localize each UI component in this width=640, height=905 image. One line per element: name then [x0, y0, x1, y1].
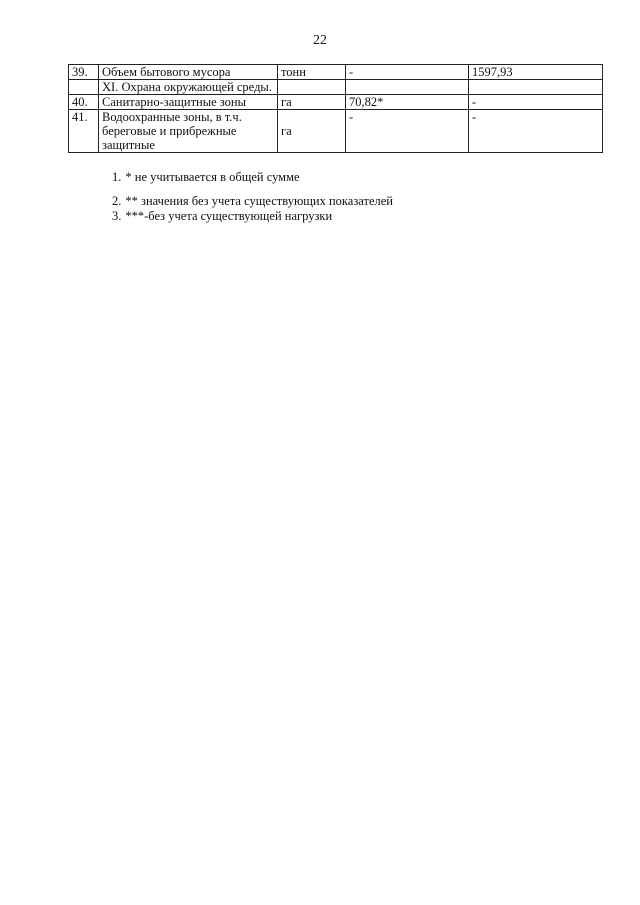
page-number: 22 [313, 33, 327, 48]
table-row [69, 65, 603, 80]
row-number: 41. [69, 110, 99, 153]
value-cell-1 [346, 80, 469, 95]
row-number: 40. [69, 95, 99, 110]
value-cell-2: 1597,93 [469, 65, 603, 80]
section-title: XI. Охрана окружающей среды. [99, 80, 278, 95]
footnote-text: * не учитывается в общей сумме [125, 170, 300, 184]
unit-cell: тонн [278, 65, 346, 80]
footnote-number: 1. [112, 170, 122, 184]
value-cell-1: - [346, 65, 469, 80]
footnotes [112, 170, 393, 224]
footnote-number: 2. [112, 194, 122, 208]
indicator-name [99, 110, 278, 153]
table-row [69, 110, 603, 153]
footnote [112, 170, 393, 185]
footnote-text: ** значения без учета существующих показателей [125, 194, 393, 208]
row-number [69, 80, 99, 95]
footnote-text: ***-без учета существующей нагрузки [125, 209, 333, 223]
indicator-name-line: Водоохранные зоны, в т.ч. [102, 110, 242, 124]
indicator-name-line: защитные [102, 138, 155, 152]
footnote [112, 194, 393, 209]
unit-cell: га [278, 110, 346, 153]
value-cell-1: 70,82* [346, 95, 469, 110]
unit-cell [278, 80, 346, 95]
table-row-section [69, 80, 603, 95]
footnote [112, 209, 393, 224]
value-cell-1: - [346, 110, 469, 153]
footnote-number: 3. [112, 209, 122, 223]
value-cell-2: - [469, 95, 603, 110]
unit-cell: га [278, 95, 346, 110]
table-row [69, 95, 603, 110]
value-cell-2 [469, 80, 603, 95]
row-number: 39. [69, 65, 99, 80]
indicator-name: Объем бытового мусора [99, 65, 278, 80]
indicator-name: Санитарно-защитные зоны [99, 95, 278, 110]
indicators-table [68, 64, 603, 153]
indicator-name-line: береговые и прибрежные [102, 124, 237, 138]
value-cell-2: - [469, 110, 603, 153]
